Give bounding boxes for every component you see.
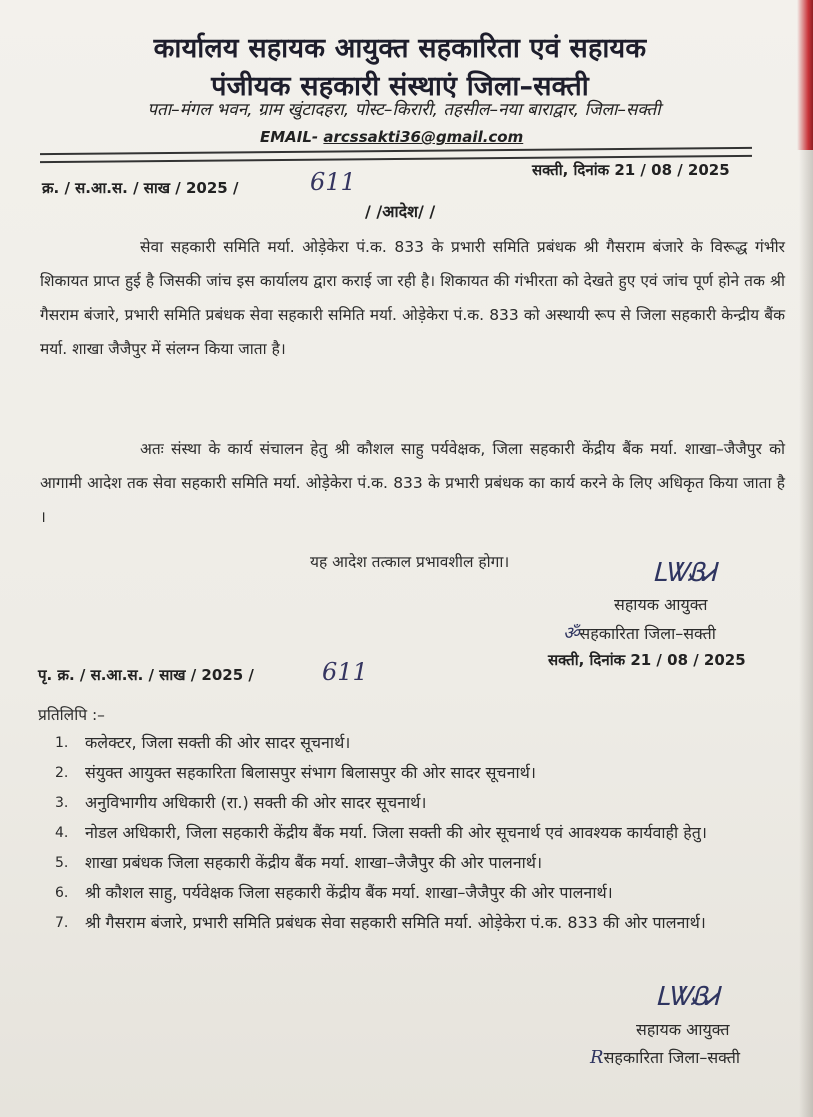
page-edge-shadow <box>799 150 813 1117</box>
copy-handwritten-number: 611 <box>322 658 368 686</box>
order-handwritten-number: 611 <box>310 168 356 196</box>
office-title-line2: पंजीयक सहकारी संस्थाएं जिला–सक्ती <box>211 71 589 102</box>
header-rule-top <box>40 147 752 155</box>
order-date: सक्ती, दिनांक 21 / 08 / 2025 <box>532 161 730 179</box>
list-item: 2. संयुक्त आयुक्त सहकारिता बिलासपुर संभाग बिलासपुर की ओर सादर सूचनार्थ। <box>55 763 536 782</box>
order-effective-note: यह आदेश तत्काल प्रभावशील होगा। <box>310 553 510 571</box>
list-item: 6. श्री कौशल साहु, पर्यवेक्षक जिला सहकारी केंद्रीय बैंक मर्या. शाखा–जैजैपुर की ओर पालनार्थ। <box>55 883 613 902</box>
order-reference-number: क्र. / स.आ.स. / साख / 2025 / <box>42 179 239 197</box>
order-initial-mark: ॐ <box>563 623 580 644</box>
copy-designation: सहायक आयुक्त <box>636 1020 730 1039</box>
copy-initial-mark: R <box>590 1047 604 1068</box>
copy-office: Rसहकारिता जिला–सक्ती <box>590 1047 741 1068</box>
red-folder-edge <box>797 0 813 150</box>
office-email <box>260 128 523 146</box>
order-signature: ᒪᏔᏰᏗ <box>652 558 714 588</box>
copy-recipient-list <box>55 728 805 938</box>
list-item: 7. श्री गैसराम बंजारे, प्रभारी समिति प्रबंधक सेवा सहकारी समिति मर्या. ओड़ेकेरा पं.क. 833 की ओर पालनार्थ। <box>55 913 706 932</box>
email-address: arcssakti36@gmail.com <box>323 128 524 146</box>
order-designation: सहायक आयुक्त <box>614 595 708 614</box>
copy-heading: प्रतिलिपि :– <box>38 706 105 724</box>
order-paragraph-2: अतः संस्था के कार्य संचालन हेतु श्री कौशल साहु पर्यवेक्षक, जिला सहकारी केंद्रीय बैंक मर्या. शाखा–जैजैपुर को आगामी आदेश तक सेवा सहकारी समिति मर्या. ओड़ेकेरा पं.क. 833 के प्रभारी प्रबंधक का कार्य करने के लिए अधिकृत किया जाता है । <box>40 440 785 526</box>
list-item: 3. अनुविभागीय अधिकारी (रा.) सक्ती की ओर सादर सूचनार्थ। <box>55 793 427 812</box>
list-item: 4. नोडल अधिकारी, जिला सहकारी केंद्रीय बैंक मर्या. जिला सक्ती की ओर सूचनार्थ एवं आवश्यक कार्यवाही हेतु। <box>55 823 707 842</box>
order-paragraph-1: सेवा सहकारी समिति मर्या. ओड़ेकेरा पं.क. 833 के प्रभारी समिति प्रबंधक श्री गैसराम बंजारे के विरूद्ध गंभीर शिकायत प्राप्त हुई है जिसकी जांच इस कार्यालय द्वारा कराई जा रही है। शिकायत की गंभीरता को देखते हुए एवं जांच पूर्ण होने तक श्री गैसराम बंजारे, प्रभारी समिति प्रबंधक सेवा सहकारी समिति मर्या. ओड़ेकेरा पं.क. 833 को अस्थायी रूप से जिला सहकारी केन्द्रीय बैंक मर्या. शाखा जैजैपुर में संलग्न किया जाता है। <box>40 238 785 358</box>
list-item: 1. कलेक्टर, जिला सक्ती की ओर सादर सूचनार्थ। <box>55 733 351 752</box>
order-office: ॐसहकारिता जिला–सक्ती <box>563 623 716 644</box>
copy-date: सक्ती, दिनांक 21 / 08 / 2025 <box>548 651 746 669</box>
office-address: पता–मंगल भवन, ग्राम खुंटादहरा, पोस्ट–किरारी, तहसील–नया बाराद्वार, जिला–सक्ती <box>147 100 661 120</box>
order-title: / /आदेश/ / <box>365 202 436 221</box>
office-title-line1: कार्यालय सहायक आयुक्त सहकारिता एवं सहायक <box>153 33 647 64</box>
copy-signature: ᒪᏔᏰᏗ <box>655 982 717 1012</box>
email-label: EMAIL- <box>260 128 319 146</box>
list-item: 5. शाखा प्रबंधक जिला सहकारी केंद्रीय बैंक मर्या. शाखा–जैजैपुर की ओर पालनार्थ। <box>55 853 543 872</box>
copy-reference-number: पृ. क्र. / स.आ.स. / साख / 2025 / <box>38 666 254 684</box>
